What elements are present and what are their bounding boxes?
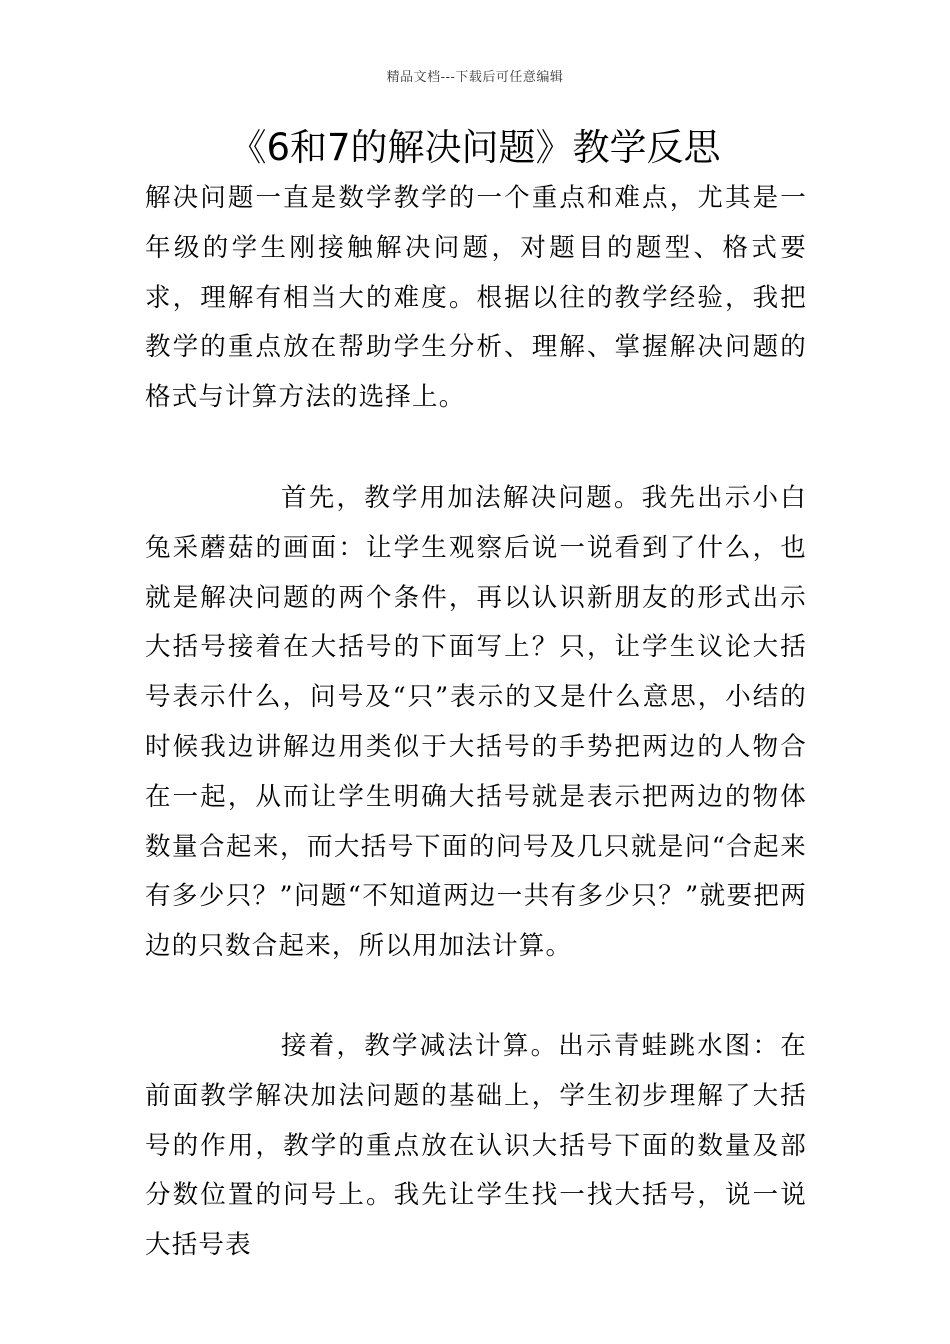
document-title: 《6和7的解决问题》教学反思 xyxy=(229,126,721,169)
paragraph-subtraction: 接着，教学减法计算。出示青蛙跳水图：在前面教学解决加法问题的基础上，学生初步理解了大括号的作用，教学的重点放在认识大括号下面的数量及部分数位置的问号上。我先让学生找一找大括号，说一说大括号表 xyxy=(145,1031,807,1261)
paragraph-intro: 解决问题一直是数学教学的一个重点和难点，尤其是一年级的学生刚接触解决问题，对题目的题型、格式要求，理解有相当大的难度。根据以往的教学经验，我把教学的重点放在帮助学生分析、理解、掌握解决问题的格式与计算方法的选择上。 xyxy=(145,183,807,413)
paragraph-addition: 首先，教学用加法解决问题。我先出示小白兔采蘑菇的画面：让学生观察后说一说看到了什么，也就是解决问题的两个条件，再以认识新朋友的形式出示大括号接着在大括号的下面写上？只，让学生议论大括号表示什么，问号及“只”表示的又是什么意思，小结的时候我边讲解边用类似于大括号的手势把两边的人物合在一起，从而让学生明确大括号就是表示把两边的物体数量合起来，而大括号下面的问号及几只就是问“合起来有多少只？”问题“不知道两边一共有多少只？”就要把两边的只数合起来，所以用加法计算。 xyxy=(145,483,807,962)
page-header: 精品文档---下载后可任意编辑 xyxy=(386,70,564,85)
